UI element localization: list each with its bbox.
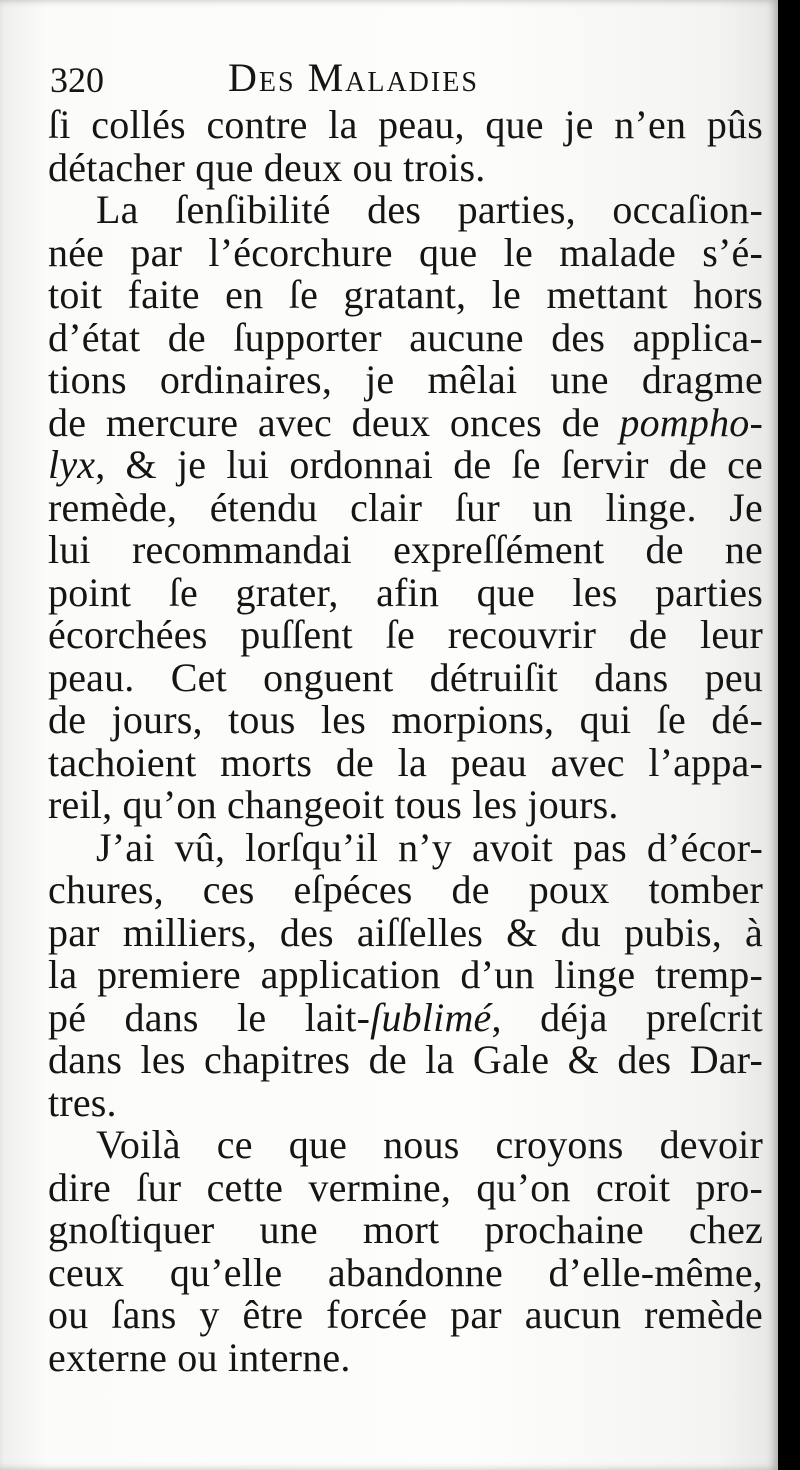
text-line: point ſe grater, afin que les parties <box>48 569 763 615</box>
text-line: toit faite en ſe gratant, le mettant hors <box>48 272 763 317</box>
text-line: ou ſans y être forcée par aucun remède <box>48 1292 763 1337</box>
text-line: externe ou interne. <box>48 1334 351 1380</box>
running-head: Des Maladies <box>228 55 479 100</box>
text-line: J’ai vû, lorſqu’il n’y avoit pas d’écor- <box>96 824 763 870</box>
text-line: gnoſtiquer une mort prochaine chez <box>48 1207 763 1252</box>
body-text <box>48 104 763 1379</box>
text-line: de mercure avec deux onces de pompho- <box>48 399 763 445</box>
text-line: tions ordinaires, je mêlai une dragme <box>48 357 763 402</box>
text-line: lui recommandai expreſſément de ne <box>48 527 763 572</box>
text-line: d’état de ſupporter aucune des applica- <box>48 314 763 360</box>
text-line: écorchées puſſent ſe recouvrir de leur <box>48 612 763 657</box>
text-line: pé dans le lait-ſublimé, déja preſcrit <box>48 994 763 1040</box>
text-line: ſi collés contre la peau, que je n’en pûs <box>48 102 763 147</box>
italic-word: lyx <box>48 442 96 487</box>
text-line: lyx, & je lui ordonnai de ſe ſervir de ce <box>48 442 763 487</box>
text-line: dire ſur cette vermine, qu’on croit pro- <box>48 1164 763 1210</box>
text-line: Voilà ce que nous croyons devoir <box>96 1122 763 1167</box>
text-block <box>48 52 763 1379</box>
text-line: ceux qu’elle abandonne d’elle-même, <box>48 1249 763 1295</box>
text-line: peau. Cet onguent détruiſit dans peu <box>48 654 763 700</box>
text-line: dans les chapitres de la Gale & des Dar- <box>48 1037 763 1082</box>
text-line: tres. <box>48 1079 117 1125</box>
italic-word: pompho- <box>619 399 763 445</box>
page-header <box>48 52 763 104</box>
text-line: détacher que deux ou trois. <box>48 144 486 190</box>
text-line: La ſenſibilité des parties, occaſion- <box>96 187 763 232</box>
text-line: chures, ces eſpéces de poux tomber <box>48 867 763 912</box>
page-number: 320 <box>50 60 104 100</box>
text-line: tachoient morts de la peau avec l’appa- <box>48 739 763 785</box>
text-line: remède, étendu clair ſur un linge. Je <box>48 484 763 530</box>
text-line: née par l’écorchure que le malade s’é- <box>48 229 763 275</box>
text-line: reil, qu’on changeoit tous les jours. <box>48 782 619 827</box>
text-line: la premiere application d’un linge tremp- <box>48 952 763 997</box>
text-line: de jours, tous les morpions, qui ſe dé- <box>48 697 763 742</box>
text-line: par milliers, des aiſſelles & du pubis, à <box>48 909 763 955</box>
italic-word: ſublimé <box>370 994 492 1040</box>
